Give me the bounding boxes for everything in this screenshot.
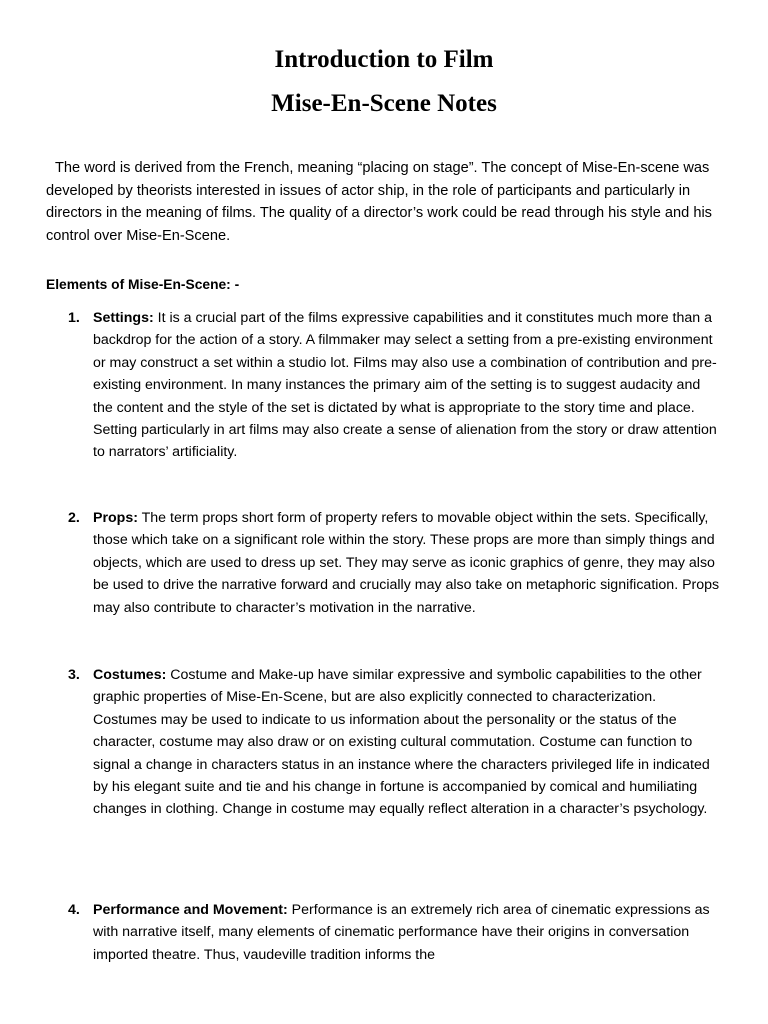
list-item-number: 4.: [68, 902, 80, 918]
list-item-term: Performance and Movement:: [93, 902, 288, 918]
list-item-text: Costume and Make-up have similar expressive and symbolic capabilities to the other graphic properties of Mise-En-Scene, but are also explicitly connected to characterization. Costumes may be used to indicate to us information about the personality or the status of the character, costume may also draw or on existing cultural commutation. Costume can function to signal a change in characters status in an instance where the characters privileged life in indicated by his elegant suite and tie and his change in fortune is accompanied by comical and humiliating changes in clothing. Change in costume may equally reflect alteration in a character’s psychology.: [93, 667, 710, 818]
list-item-text: The term props short form of property refers to movable object within the sets. Specifically, those which take on a significant role within the story. These props are more than simply things and objects, which are used to dress up set. They may serve as iconic graphics of genre, they may also be used to drive the narrative forward and crucially may also take on metaphoric signification. Props may also contribute to character’s motivation in the narrative.: [93, 510, 720, 616]
list-item-term: Costumes:: [93, 667, 167, 683]
list-item-number: 1.: [68, 310, 80, 326]
list-item-props: [68, 507, 723, 619]
list-item-performance: [68, 899, 723, 969]
list-item-number: 2.: [68, 510, 80, 526]
list-item-text: Performance is an extremely rich area of cinematic expressions as with narrative itself, many elements of cinematic performance have their origins in conversation imported theatre. Thus, vaudeville tradition informs the: [93, 902, 710, 963]
elements-heading: Elements of Mise-En-Scene: -: [46, 277, 240, 292]
list-item-settings: [68, 307, 723, 464]
list-item-number: 3.: [68, 667, 80, 683]
list-item-term: Settings:: [93, 310, 154, 326]
document-subtitle: Mise-En-Scene Notes: [271, 90, 497, 117]
document-title: Introduction to Film: [274, 46, 494, 73]
list-item-costumes: [68, 664, 723, 821]
intro-paragraph: The word is derived from the French, meaning “placing on stage”. The concept of Mise-En-scene was developed by theorists interested in issues of actor ship, in the role of participants and particularly in directors in the meaning of films. The quality of a director’s work could be read through his style and his control over Mise-En-Scene.: [46, 160, 712, 244]
list-item-text: It is a crucial part of the films expressive capabilities and it constitutes much more than a backdrop for the action of a story. A filmmaker may select a setting from a pre-existing environment or may construct a set within a studio lot. Films may also use a combination of contribution and pre-existing environment. In many instances the primary aim of the setting is to suggest audacity and the content and the style of the set is dictated by what is appropriate to the story time and place. Setting particularly in art films may also create a sense of alienation from the story or draw attention to narrators’ artificiality.: [93, 310, 717, 461]
list-item-term: Props:: [93, 510, 138, 526]
